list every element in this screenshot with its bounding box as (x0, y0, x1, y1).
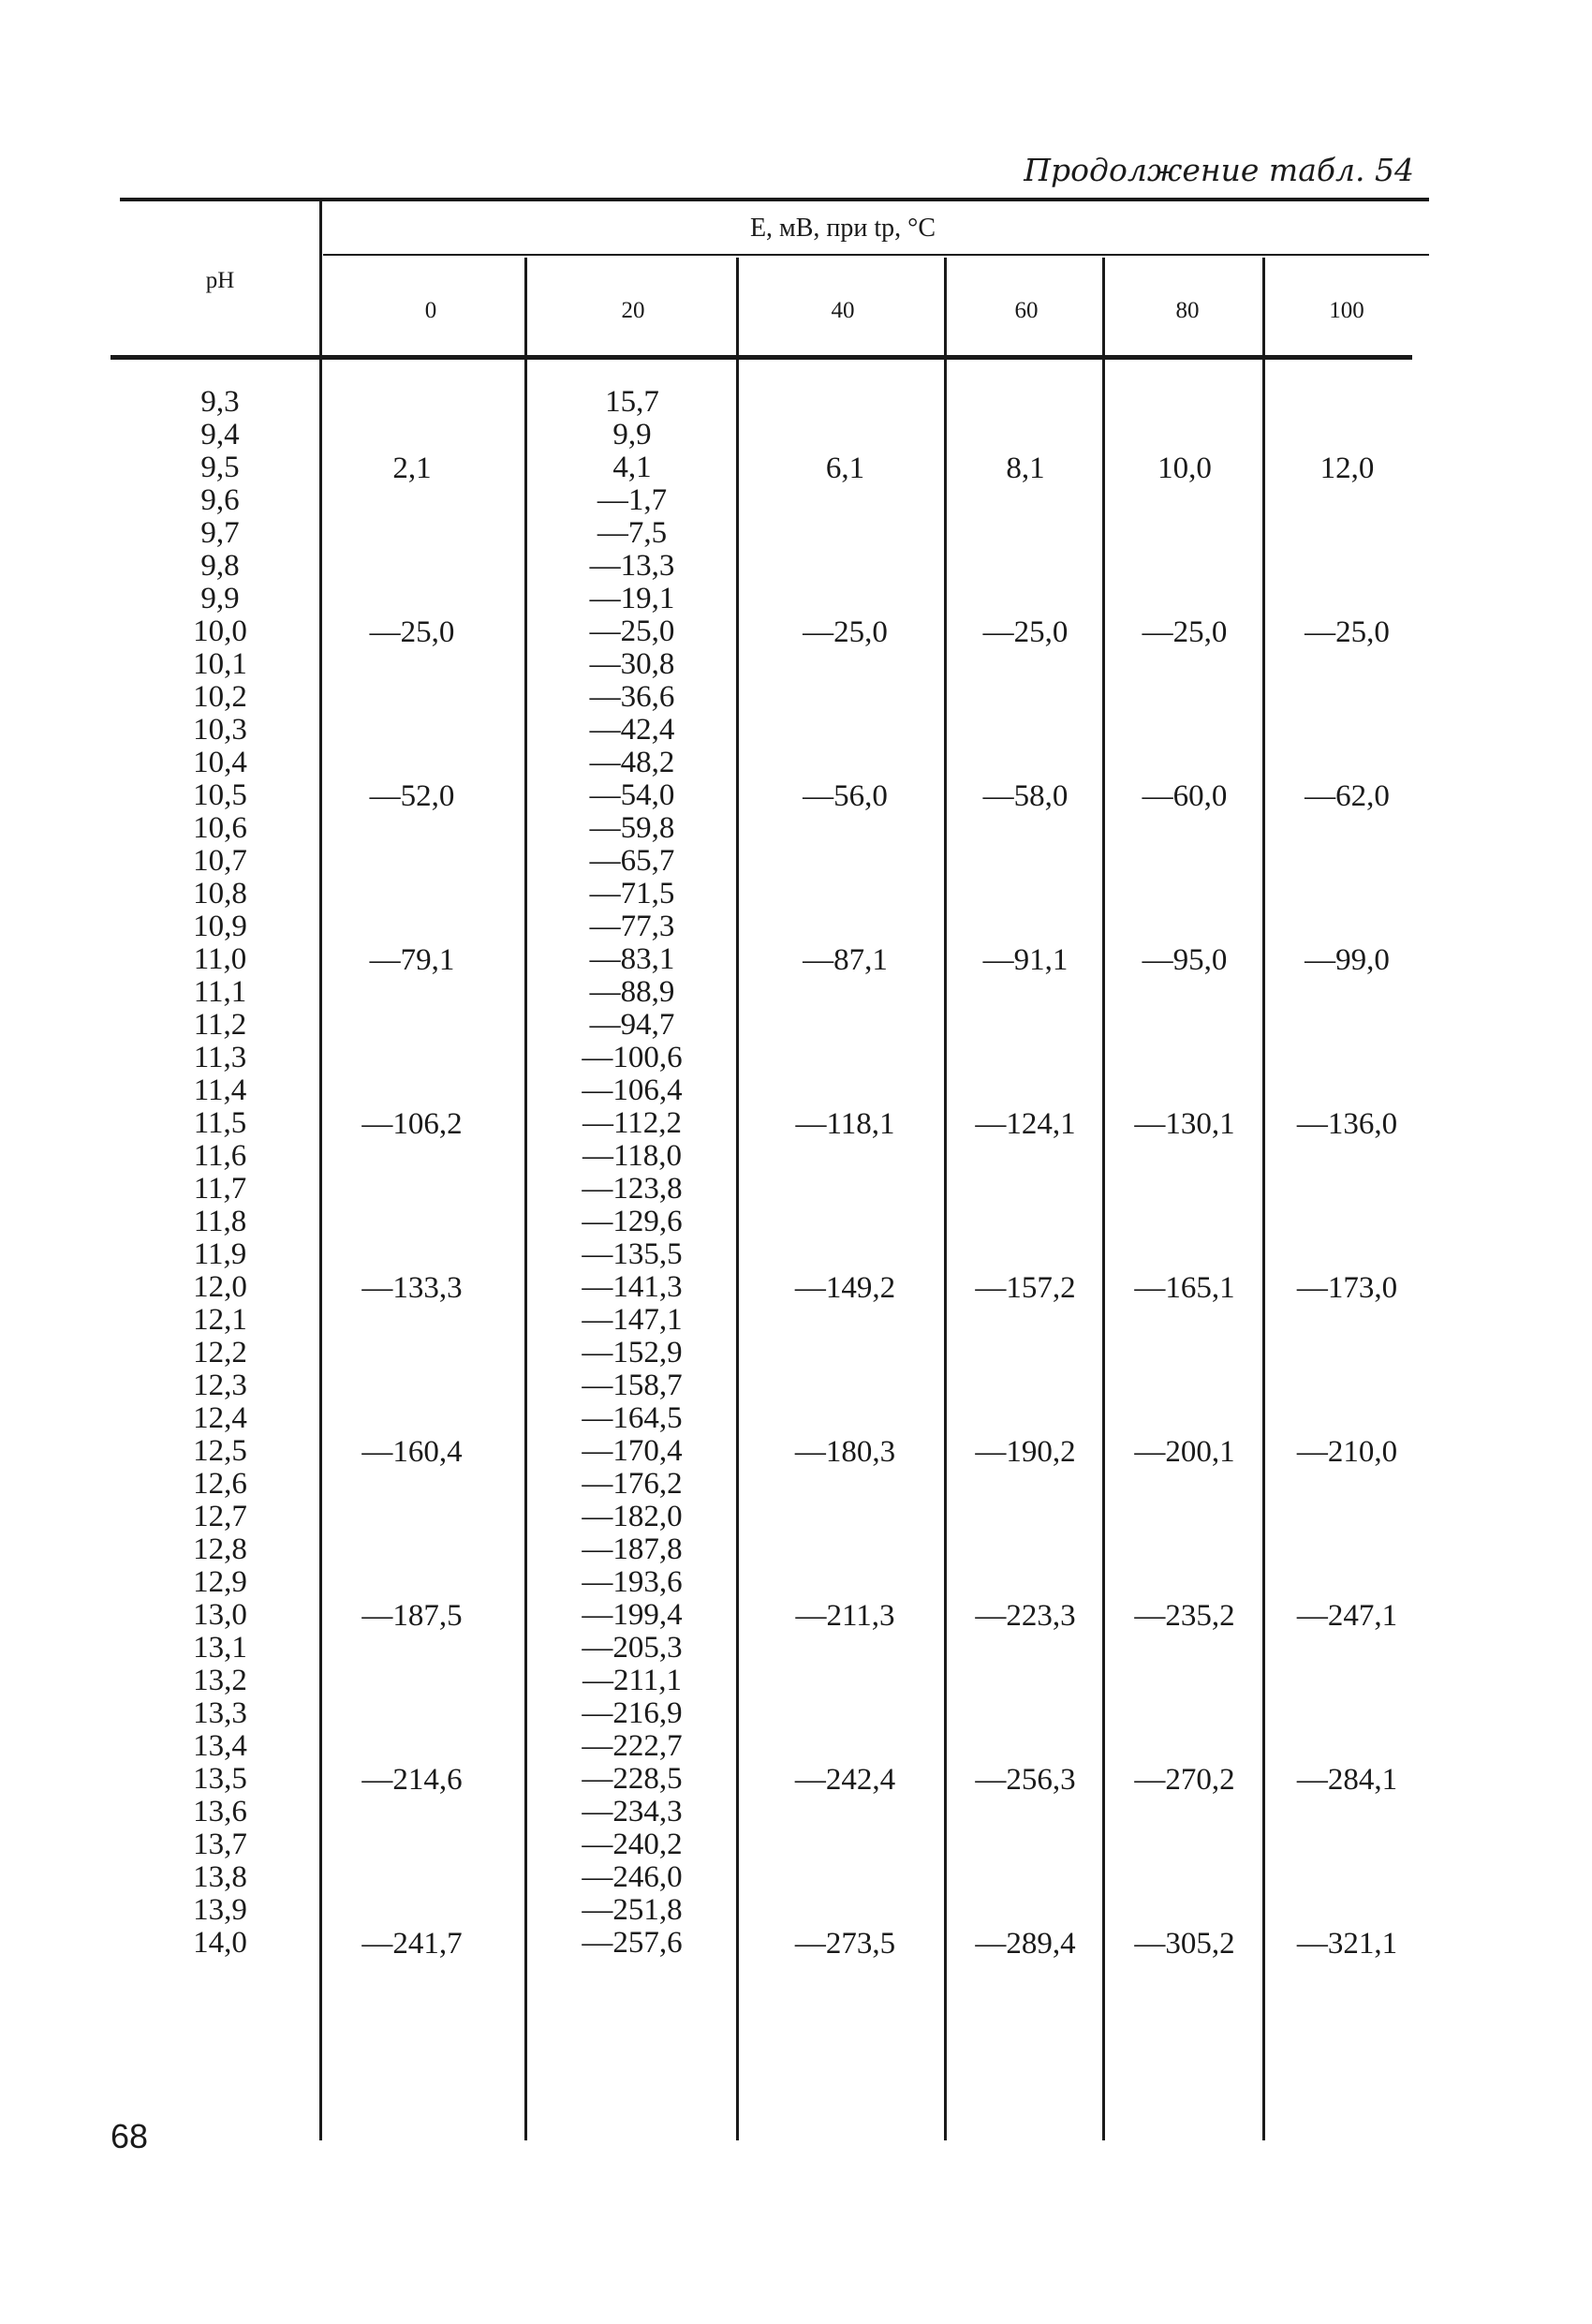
ph-value: 11,6 (193, 1139, 247, 1173)
ph-value: 10,4 (193, 746, 247, 779)
ph-value: 12,4 (193, 1401, 247, 1435)
cell-100: —62,0 (1305, 779, 1390, 813)
cell-20: —118,0 (582, 1139, 683, 1173)
ph-value: 11,0 (193, 942, 247, 976)
cell-20: —94,7 (589, 1008, 675, 1042)
cell-80: —25,0 (1142, 615, 1228, 649)
cell-100: —247,1 (1296, 1599, 1398, 1633)
ph-value: 13,3 (193, 1696, 247, 1730)
cell-20: —83,1 (589, 942, 675, 976)
cell-40: —273,5 (794, 1927, 896, 1961)
cell-20: —88,9 (589, 975, 675, 1009)
cell-60: —91,1 (982, 943, 1069, 977)
ph-value: 10,6 (193, 811, 247, 845)
cell-60: —223,3 (975, 1599, 1076, 1633)
cell-20: —257,6 (582, 1926, 683, 1960)
ph-value: 13,0 (193, 1598, 247, 1632)
ph-value: 10,9 (193, 910, 247, 943)
cell-20: —141,3 (582, 1270, 683, 1304)
cell-20: —30,8 (589, 647, 675, 681)
ph-value: 13,6 (193, 1795, 247, 1828)
cell-60: —190,2 (975, 1435, 1076, 1469)
col-header-100: 100 (1329, 298, 1364, 323)
cell-20: —71,5 (589, 877, 675, 910)
cell-20: —1,7 (597, 483, 668, 517)
ph-value: 9,6 (200, 483, 240, 517)
cell-20: —129,6 (582, 1205, 683, 1238)
cell-80: 10,0 (1157, 451, 1212, 485)
col-divider-60 (1102, 258, 1105, 2140)
col-header-80: 80 (1175, 298, 1200, 323)
table-caption: Продолжение табл. 54 (1024, 152, 1414, 188)
ph-value: 12,6 (193, 1467, 247, 1501)
ph-value: 11,1 (193, 975, 247, 1009)
cell-20: —158,7 (582, 1369, 683, 1402)
cell-20: —176,2 (582, 1467, 683, 1501)
cell-100: —321,1 (1296, 1927, 1398, 1961)
cell-20: —251,8 (582, 1893, 683, 1927)
ph-value: 10,7 (193, 844, 247, 878)
cell-20: —164,5 (582, 1401, 683, 1435)
ph-value: 10,1 (193, 647, 247, 681)
cell-60: —256,3 (975, 1763, 1076, 1797)
cell-20: —100,6 (582, 1041, 683, 1074)
ph-value: 10,5 (193, 778, 247, 812)
ph-value: 12,5 (193, 1434, 247, 1468)
cell-20: —123,8 (582, 1172, 683, 1206)
cell-20: —65,7 (589, 844, 675, 878)
cell-40: —242,4 (794, 1763, 896, 1797)
cell-20: —7,5 (597, 516, 668, 550)
cell-80: —235,2 (1134, 1599, 1235, 1633)
ph-value: 10,0 (193, 614, 247, 648)
cell-60: 8,1 (1006, 451, 1045, 485)
ph-value: 9,9 (200, 582, 240, 615)
cell-40: —25,0 (803, 615, 888, 649)
ph-value: 9,5 (200, 451, 240, 484)
ph-value: 9,8 (200, 549, 240, 583)
cell-100: 12,0 (1319, 451, 1375, 485)
col-divider-40 (944, 258, 947, 2140)
ph-value: 12,7 (193, 1500, 247, 1533)
ph-value: 13,8 (193, 1860, 247, 1894)
ph-value: 9,4 (200, 418, 240, 451)
cell-20: —25,0 (589, 614, 675, 648)
cell-80: —270,2 (1134, 1763, 1235, 1797)
ph-value: 11,9 (193, 1237, 247, 1271)
ph-value: 12,3 (193, 1369, 247, 1402)
cell-20: —193,6 (582, 1565, 683, 1599)
cell-80: —165,1 (1134, 1271, 1235, 1305)
cell-60: —289,4 (975, 1927, 1076, 1961)
ph-value: 11,2 (193, 1008, 247, 1042)
cell-20: —246,0 (582, 1860, 683, 1894)
header-bottom-rule (111, 355, 1412, 360)
ph-value: 10,2 (193, 680, 247, 714)
ph-value: 11,8 (193, 1205, 247, 1238)
cell-80: —60,0 (1142, 779, 1228, 813)
cell-80: —200,1 (1134, 1435, 1235, 1469)
cell-60: —58,0 (982, 779, 1069, 813)
cell-40: —149,2 (794, 1271, 896, 1305)
ph-value: 11,5 (193, 1106, 247, 1140)
cell-0: —133,3 (361, 1271, 463, 1305)
cell-20: —13,3 (589, 549, 675, 583)
ph-value: 13,4 (193, 1729, 247, 1763)
cell-20: —36,6 (589, 680, 675, 714)
ph-value: 11,4 (193, 1073, 247, 1107)
cell-0: —187,5 (361, 1599, 463, 1633)
top-rule (120, 198, 1429, 201)
ph-value: 12,2 (193, 1336, 247, 1369)
ph-value: 13,9 (193, 1893, 247, 1927)
cell-20: —77,3 (589, 910, 675, 943)
cell-20: —240,2 (582, 1828, 683, 1861)
cell-20: —152,9 (582, 1336, 683, 1369)
cell-80: —305,2 (1134, 1927, 1235, 1961)
cell-0: —79,1 (369, 943, 455, 977)
cell-20: —216,9 (582, 1696, 683, 1730)
page-number: 68 (111, 2117, 149, 2155)
cell-20: —59,8 (589, 811, 675, 845)
ph-value: 11,7 (193, 1172, 247, 1206)
ph-value: 13,7 (193, 1828, 247, 1861)
cell-20: —112,2 (582, 1106, 683, 1140)
cell-40: —180,3 (794, 1435, 896, 1469)
cell-100: —99,0 (1305, 943, 1390, 977)
cell-20: —228,5 (582, 1762, 683, 1796)
cell-20: 9,9 (612, 418, 652, 451)
ph-value: 12,8 (193, 1532, 247, 1566)
ph-column (169, 386, 272, 1960)
cell-100: —173,0 (1296, 1271, 1398, 1305)
ph-value: 11,3 (193, 1041, 247, 1074)
cell-0: 2,1 (392, 451, 432, 485)
cell-100: —284,1 (1296, 1763, 1398, 1797)
cell-20: —19,1 (589, 582, 675, 615)
col-header-0: 0 (424, 298, 437, 323)
cell-0: —106,2 (361, 1107, 463, 1141)
cell-20: —54,0 (589, 778, 675, 812)
cell-60: —25,0 (982, 615, 1069, 649)
column-20 (526, 386, 738, 1960)
col-divider-80 (1262, 258, 1265, 2140)
cell-20: —211,1 (582, 1664, 683, 1697)
cell-0: —241,7 (361, 1927, 463, 1961)
col-header-40: 40 (831, 298, 855, 323)
cell-0: —160,4 (361, 1435, 463, 1469)
ph-header: pH (205, 268, 235, 293)
cell-0: —52,0 (369, 779, 455, 813)
cell-20: —48,2 (589, 746, 675, 779)
ph-value: 10,8 (193, 877, 247, 910)
cell-20: 4,1 (612, 451, 652, 484)
group-rule (323, 254, 1429, 256)
cell-20: —147,1 (582, 1303, 683, 1337)
ph-value: 9,3 (200, 385, 240, 419)
ph-value: 9,7 (200, 516, 240, 550)
ph-value: 13,2 (193, 1664, 247, 1697)
cell-60: —157,2 (975, 1271, 1076, 1305)
col-header-20: 20 (621, 298, 645, 323)
cell-20: —187,8 (582, 1532, 683, 1566)
group-header: E, мВ, при tр, °C (749, 214, 936, 243)
cell-60: —124,1 (975, 1107, 1076, 1141)
cell-20: —135,5 (582, 1237, 683, 1271)
cell-20: —182,0 (582, 1500, 683, 1533)
cell-80: —130,1 (1134, 1107, 1235, 1141)
cell-40: —211,3 (795, 1599, 895, 1633)
cell-40: —87,1 (803, 943, 888, 977)
ph-value: 10,3 (193, 713, 247, 747)
cell-40: —118,1 (795, 1107, 895, 1141)
cell-20: —170,4 (582, 1434, 683, 1468)
cell-0: —25,0 (369, 615, 455, 649)
cell-20: —234,3 (582, 1795, 683, 1828)
col-header-60: 60 (1014, 298, 1039, 323)
ph-value: 12,9 (193, 1565, 247, 1599)
cell-20: 15,7 (605, 385, 659, 419)
cell-80: —95,0 (1142, 943, 1228, 977)
ph-value: 12,0 (193, 1270, 247, 1304)
ph-value: 14,0 (193, 1926, 247, 1960)
ph-value: 12,1 (193, 1303, 247, 1337)
cell-0: —214,6 (361, 1763, 463, 1797)
cell-100: —25,0 (1305, 615, 1390, 649)
ph-value: 13,5 (193, 1762, 247, 1796)
cell-100: —210,0 (1296, 1435, 1398, 1469)
cell-20: —42,4 (589, 713, 675, 747)
cell-40: —56,0 (803, 779, 888, 813)
cell-40: 6,1 (825, 451, 865, 485)
cell-20: —222,7 (582, 1729, 683, 1763)
cell-20: —106,4 (582, 1073, 683, 1107)
cell-100: —136,0 (1296, 1107, 1398, 1141)
cell-20: —205,3 (582, 1631, 683, 1665)
cell-20: —199,4 (582, 1598, 683, 1632)
col-divider-ph (319, 201, 322, 2140)
ph-value: 13,1 (193, 1631, 247, 1665)
